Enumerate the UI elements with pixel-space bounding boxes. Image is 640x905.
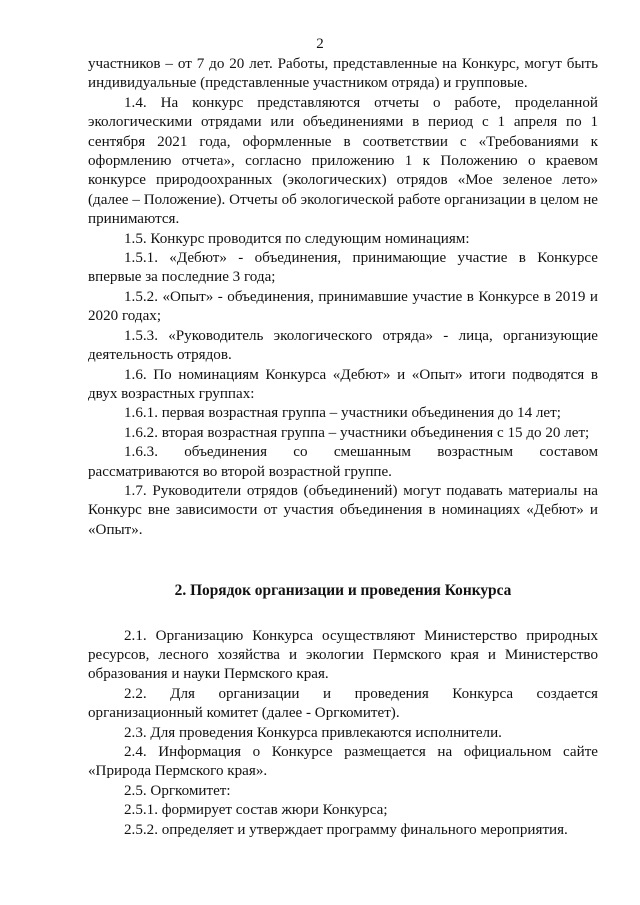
paragraph-1-5-2: 1.5.2. «Опыт» - объединения, принимавшие участие в Конкурсе в 2019 и 2020 годах;: [88, 288, 598, 325]
paragraph-2-5-2: 2.5.2. определяет и утверждает программу финального мероприятия.: [124, 821, 568, 838]
paragraph-2-2: 2.2. Для организации и проведения Конкурса создается организационный комитет (далее - Оргкомитет).: [88, 685, 598, 722]
paragraph-2-3: 2.3. Для проведения Конкурса привлекаются исполнители.: [124, 724, 502, 741]
paragraph-1-5-3: 1.5.3. «Руководитель экологического отряда» - лица, организующие деятельность отрядов.: [88, 327, 598, 364]
paragraph-participants-age: участников – от 7 до 20 лет. Работы, представленные на Конкурс, могут быть индивидуальные (представленные участником отряда) и групповые.: [88, 56, 598, 92]
paragraph-2-5: 2.5. Оргкомитет:: [124, 782, 231, 799]
paragraph-2-5-1: 2.5.1. формирует состав жюри Конкурса;: [124, 802, 388, 819]
paragraph-1-6: 1.6. По номинациям Конкурса «Дебют» и «Опыт» итоги подводятся в двух возрастных группах:: [88, 366, 598, 402]
paragraph-1-5-1: 1.5.1. «Дебют» - объединения, принимающие участие в Конкурсе впервые за последние 3 года;: [88, 250, 598, 286]
paragraph-1-4: 1.4. На конкурс представляются отчеты о работе, проделанной экологическими отрядами или объединениями в период с 1 апреля по 1 сентября 2021 года, оформленные в соответствии с «Требованиями к оформлению отчета», согласно приложению 1 к Положению о краевом конкурсе природоохранных (экологических) отрядов «Мое зеленое лето» (далее – Положение). Отчеты об экологической работе организации в целом не принимаются.: [88, 94, 598, 228]
section-heading: 2. Порядок организации и проведения Конкурса: [174, 582, 512, 600]
paragraph-1-6-2: 1.6.2. вторая возрастная группа – участники объединения с 15 до 20 лет;: [124, 424, 590, 441]
paragraph-1-6-3: 1.6.3. объединения со смешанным возрастным составом рассматриваются во второй возрастной группе.: [88, 444, 598, 480]
paragraph-1-6-1: 1.6.1. первая возрастная группа – участники объединения до 14 лет;: [124, 405, 561, 422]
document-body: [88, 55, 598, 840]
paragraph-2-1: 2.1. Организацию Конкурса осуществляют Министерство природных ресурсов, лесного хозяйства и экологии Пермского края и Министерство образования и науки Пермского края.: [88, 627, 598, 683]
paragraph-1-5: 1.5. Конкурс проводится по следующим номинациям:: [124, 230, 470, 247]
paragraph-1-7: 1.7. Руководители отрядов (объединений) могут подавать материалы на Конкурс вне зависимости от участия объединения в номинациях «Дебют» и «Опыт».: [88, 482, 598, 538]
paragraph-2-4: 2.4. Информация о Конкурсе размещается на официальном сайте «Природа Пермского края».: [88, 744, 598, 780]
page-number: 2: [316, 36, 324, 52]
